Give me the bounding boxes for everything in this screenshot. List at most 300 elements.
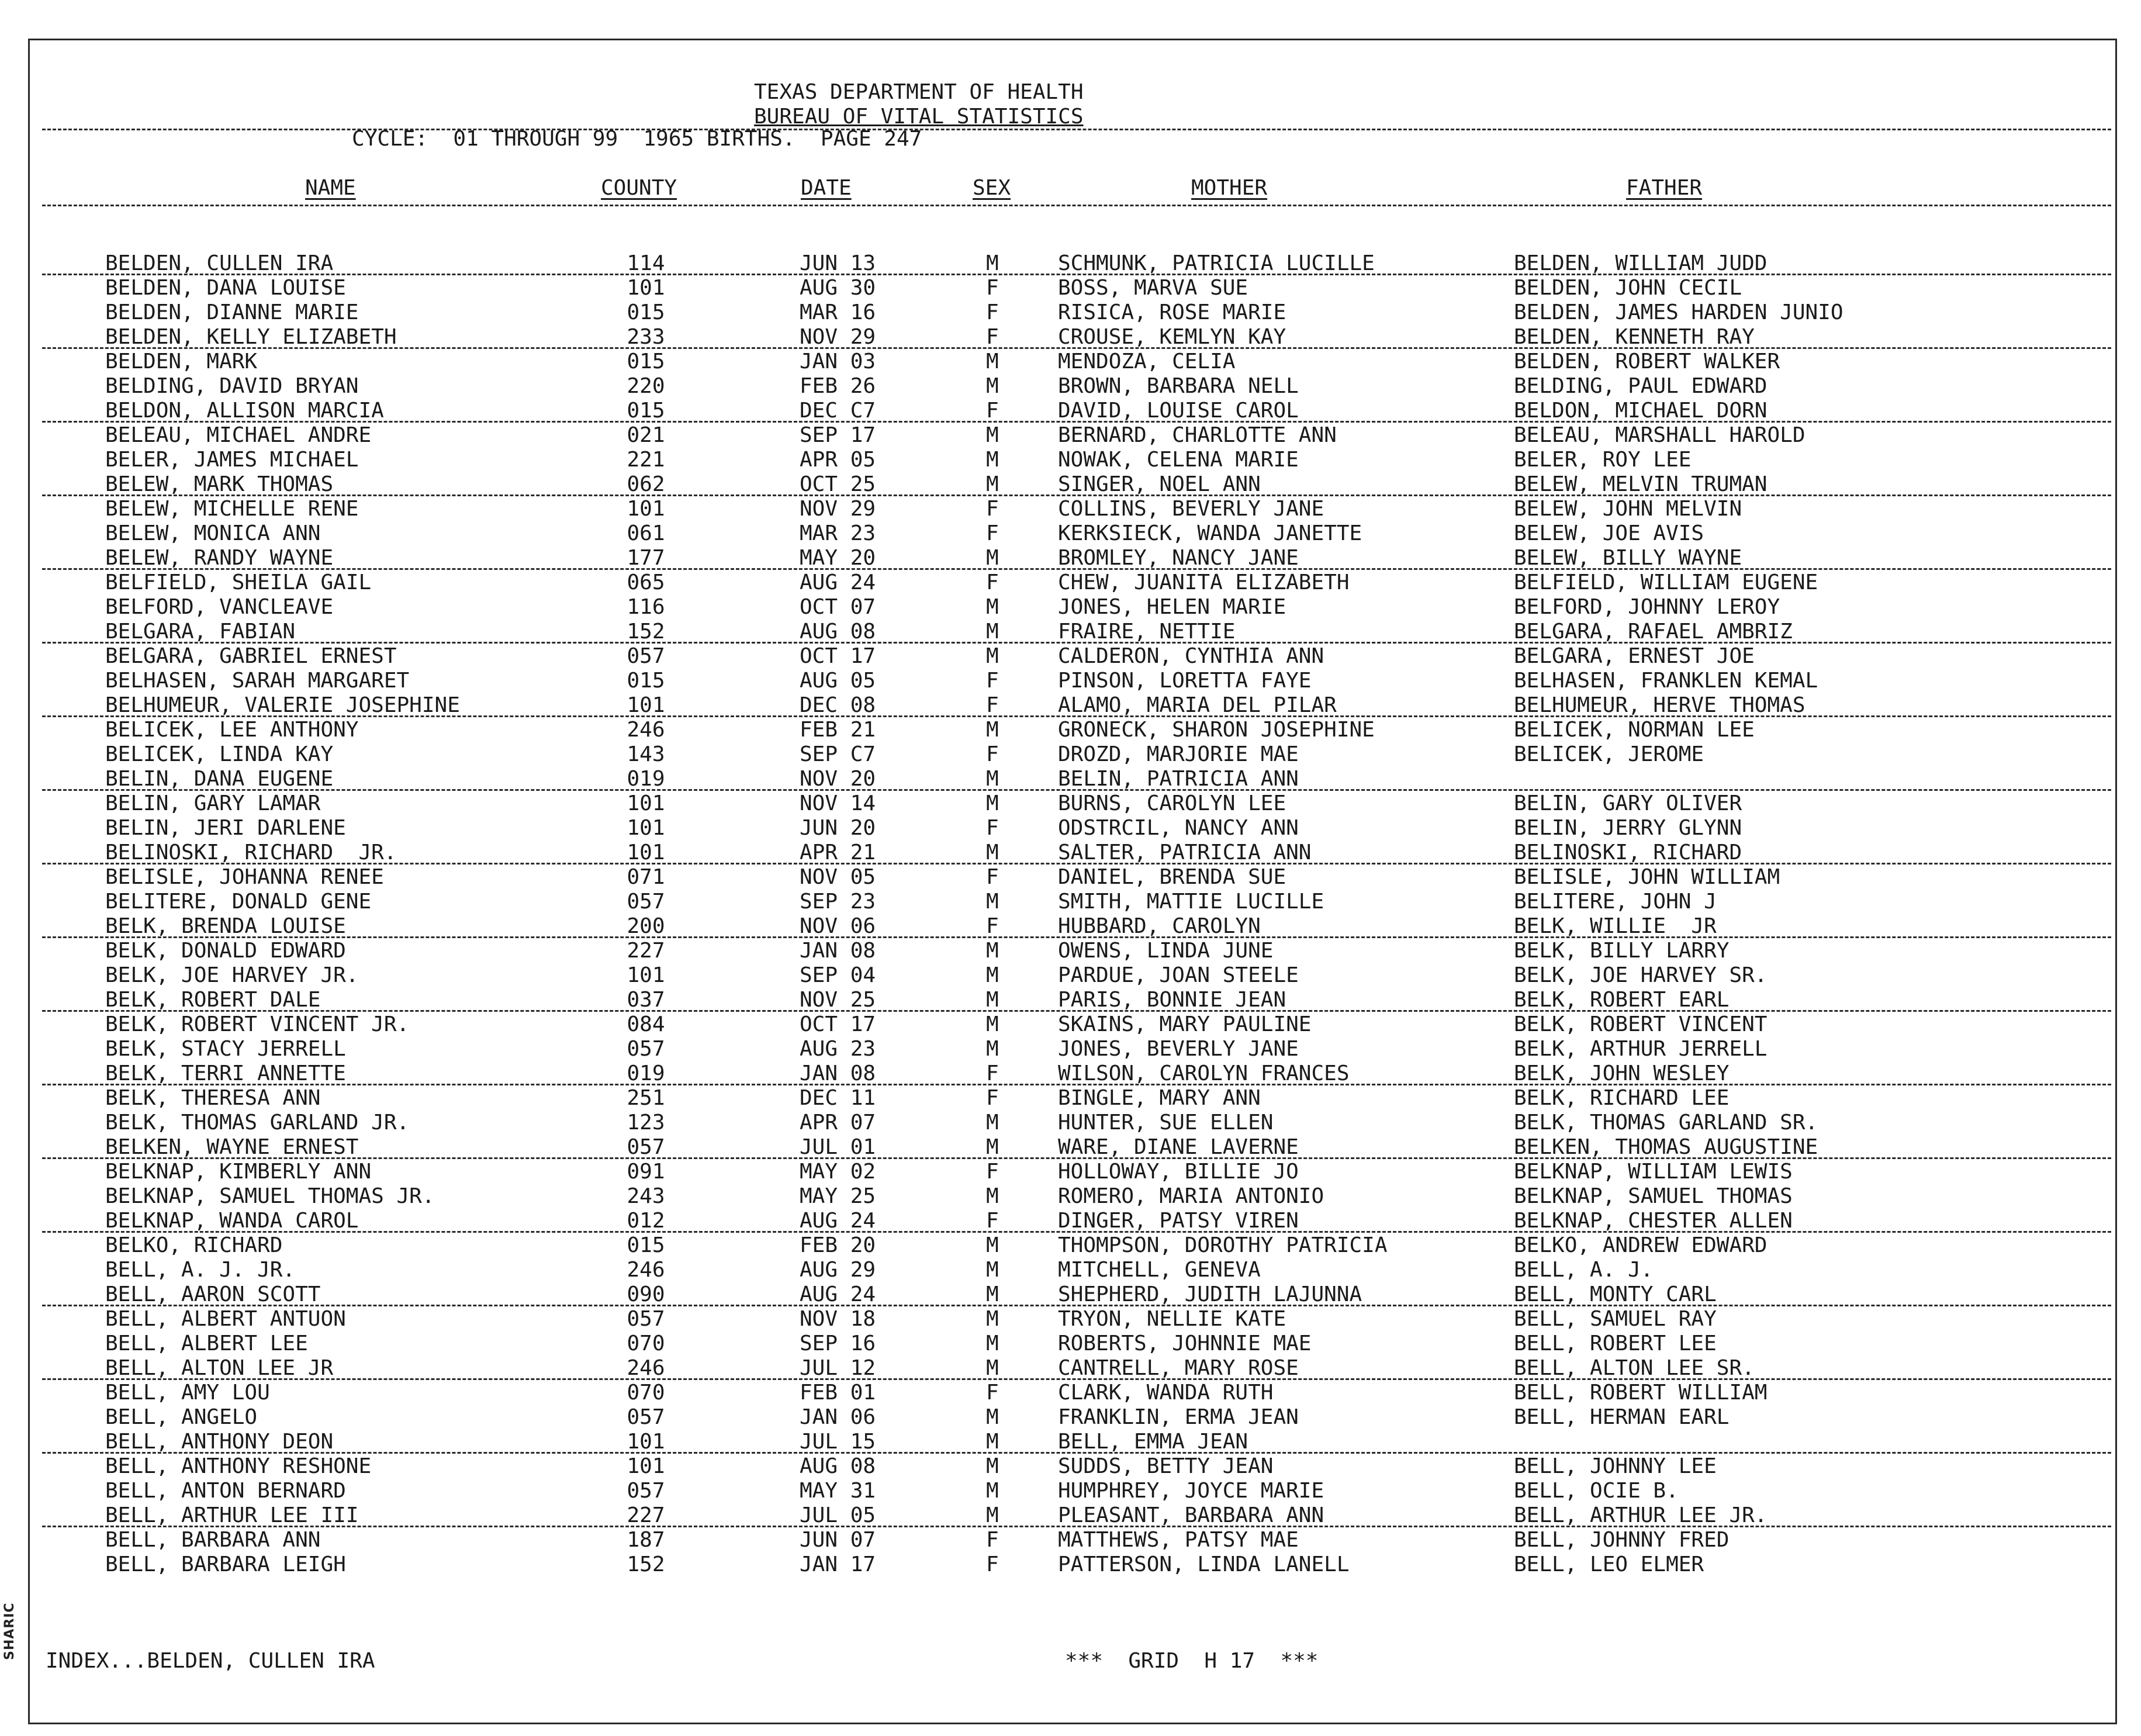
- cell-mother: PARIS, BONNIE JEAN: [1058, 988, 1286, 1012]
- cell-county: 015: [627, 669, 665, 693]
- table-row: [0, 1307, 2141, 1332]
- cell-sex: M: [986, 644, 999, 668]
- row-rule: [42, 1084, 2111, 1085]
- cell-date: JUN 20: [800, 816, 876, 840]
- cell-date: AUG 08: [800, 620, 876, 644]
- cell-mother: SALTER, PATRICIA ANN: [1058, 841, 1312, 864]
- cell-county: 101: [627, 1454, 665, 1478]
- table-row: [0, 841, 2141, 865]
- cell-date: JUN 07: [800, 1528, 876, 1552]
- cell-father: BELKNAP, WILLIAM LEWIS: [1514, 1160, 1793, 1184]
- cell-mother: ROMERO, MARIA ANTONIO: [1058, 1184, 1324, 1208]
- cell-father: BELKEN, THOMAS AUGUSTINE: [1514, 1135, 1818, 1159]
- table-row: [0, 448, 2141, 472]
- cell-mother: BROWN, BARBARA NELL: [1058, 374, 1299, 398]
- cell-date: NOV 14: [800, 791, 876, 815]
- cell-name: BELICEK, LINDA KAY: [105, 742, 334, 766]
- cell-father: BELIN, GARY OLIVER: [1514, 791, 1742, 815]
- table-row: [0, 1258, 2141, 1282]
- cell-county: 070: [627, 1332, 665, 1355]
- cell-county: 057: [627, 1307, 665, 1331]
- table-row: [0, 251, 2141, 276]
- cell-county: 187: [627, 1528, 665, 1552]
- cell-county: 057: [627, 644, 665, 668]
- cell-date: NOV 05: [800, 865, 876, 889]
- cell-name: BELL, A. J. JR.: [105, 1258, 296, 1282]
- cell-county: 227: [627, 1503, 665, 1527]
- cell-date: NOV 29: [800, 325, 876, 349]
- cell-date: AUG 24: [800, 570, 876, 594]
- cell-sex: M: [986, 350, 999, 374]
- cell-sex: F: [986, 816, 999, 840]
- cell-sex: F: [986, 914, 999, 938]
- cell-mother: ALAMO, MARIA DEL PILAR: [1058, 693, 1337, 717]
- cell-name: BELIN, DANA EUGENE: [105, 767, 334, 791]
- cell-date: MAY 02: [800, 1160, 876, 1184]
- cell-county: 246: [627, 1258, 665, 1282]
- cell-sex: M: [986, 1233, 999, 1257]
- cell-sex: F: [986, 570, 999, 594]
- cell-date: DEC 11: [800, 1086, 876, 1110]
- cell-mother: SHEPHERD, JUDITH LAJUNNA: [1058, 1282, 1362, 1306]
- cell-mother: WILSON, CAROLYN FRANCES: [1058, 1061, 1350, 1085]
- table-row: [0, 570, 2141, 595]
- cell-sex: M: [986, 374, 999, 398]
- cell-date: AUG 24: [800, 1209, 876, 1233]
- table-row: [0, 963, 2141, 988]
- cell-sex: F: [986, 742, 999, 766]
- cell-father: BELL, MONTY CARL: [1514, 1282, 1717, 1306]
- cell-sex: M: [986, 988, 999, 1012]
- cell-mother: PATTERSON, LINDA LANELL: [1058, 1552, 1350, 1576]
- cell-mother: NOWAK, CELENA MARIE: [1058, 448, 1299, 472]
- cell-sex: F: [986, 497, 999, 521]
- cell-name: BELGARA, FABIAN: [105, 620, 296, 644]
- table-row: [0, 1503, 2141, 1528]
- cell-name: BELDEN, DIANNE MARIE: [105, 300, 359, 324]
- cell-name: BELDEN, KELLY ELIZABETH: [105, 325, 397, 349]
- table-row: [0, 1061, 2141, 1086]
- cell-father: BELDON, MICHAEL DORN: [1514, 399, 1768, 423]
- cell-mother: SUDDS, BETTY JEAN: [1058, 1454, 1274, 1478]
- cell-name: BELGARA, GABRIEL ERNEST: [105, 644, 397, 668]
- cell-county: 015: [627, 350, 665, 374]
- cell-sex: M: [986, 423, 999, 447]
- cell-sex: F: [986, 1552, 999, 1576]
- cell-county: 101: [627, 791, 665, 815]
- cell-name: BELIN, GARY LAMAR: [105, 791, 321, 815]
- cell-father: BELL, ALTON LEE SR.: [1514, 1356, 1755, 1380]
- cell-sex: M: [986, 890, 999, 914]
- cell-name: BELDEN, MARK: [105, 350, 258, 374]
- column-header-father: FATHER: [1626, 176, 1703, 200]
- cell-name: BELK, BRENDA LOUISE: [105, 914, 346, 938]
- table-row: [0, 374, 2141, 399]
- cell-mother: BERNARD, CHARLOTTE ANN: [1058, 423, 1337, 447]
- cell-sex: F: [986, 325, 999, 349]
- cell-sex: F: [986, 693, 999, 717]
- cell-sex: M: [986, 1111, 999, 1135]
- cell-date: SEP C7: [800, 742, 876, 766]
- row-rule: [42, 936, 2111, 938]
- table-row: [0, 1356, 2141, 1381]
- cell-date: MAY 25: [800, 1184, 876, 1208]
- cell-date: NOV 18: [800, 1307, 876, 1331]
- footer-index: INDEX...BELDEN, CULLEN IRA: [46, 1649, 375, 1673]
- cell-county: 090: [627, 1282, 665, 1306]
- cell-father: BELFORD, JOHNNY LEROY: [1514, 595, 1780, 619]
- cell-name: BELK, ROBERT DALE: [105, 988, 321, 1012]
- cell-name: BELICEK, LEE ANTHONY: [105, 718, 359, 742]
- cell-date: MAY 20: [800, 546, 876, 570]
- cell-sex: M: [986, 1135, 999, 1159]
- cell-mother: GRONECK, SHARON JOSEPHINE: [1058, 718, 1375, 742]
- table-row: [0, 742, 2141, 767]
- cell-name: BELK, THERESA ANN: [105, 1086, 321, 1110]
- table-row: [0, 300, 2141, 325]
- cell-date: SEP 17: [800, 423, 876, 447]
- cell-mother: OWENS, LINDA JUNE: [1058, 939, 1274, 963]
- cell-name: BELK, DONALD EDWARD: [105, 939, 346, 963]
- cell-father: BELEW, MELVIN TRUMAN: [1514, 472, 1768, 496]
- cell-sex: M: [986, 1430, 999, 1454]
- cell-name: BELDON, ALLISON MARCIA: [105, 399, 384, 423]
- cell-father: BELDEN, ROBERT WALKER: [1514, 350, 1780, 374]
- cell-sex: M: [986, 718, 999, 742]
- table-row: [0, 521, 2141, 546]
- cell-date: JAN 08: [800, 1061, 876, 1085]
- cell-name: BELKO, RICHARD: [105, 1233, 283, 1257]
- cell-county: 084: [627, 1012, 665, 1036]
- cell-county: 019: [627, 767, 665, 791]
- cell-name: BELIN, JERI DARLENE: [105, 816, 346, 840]
- cell-father: BELK, BILLY LARRY: [1514, 939, 1730, 963]
- table-row: [0, 693, 2141, 718]
- cell-father: BELDING, PAUL EDWARD: [1514, 374, 1768, 398]
- cell-date: OCT 07: [800, 595, 876, 619]
- table-row: [0, 1012, 2141, 1037]
- cell-father: BELK, ROBERT VINCENT: [1514, 1012, 1768, 1036]
- table-row: [0, 399, 2141, 423]
- cell-county: 019: [627, 1061, 665, 1085]
- table-row: [0, 1405, 2141, 1430]
- cell-date: JAN 08: [800, 939, 876, 963]
- cell-sex: M: [986, 1332, 999, 1355]
- cell-mother: BROMLEY, NANCY JANE: [1058, 546, 1299, 570]
- table-row: [0, 644, 2141, 669]
- cell-father: BELEW, JOHN MELVIN: [1514, 497, 1742, 521]
- cell-name: BELDEN, CULLEN IRA: [105, 251, 334, 275]
- cell-name: BELDING, DAVID BRYAN: [105, 374, 359, 398]
- cell-county: 071: [627, 865, 665, 889]
- cell-mother: ROBERTS, JOHNNIE MAE: [1058, 1332, 1312, 1355]
- cell-date: SEP 16: [800, 1332, 876, 1355]
- cell-sex: F: [986, 399, 999, 423]
- row-rule: [42, 789, 2111, 791]
- cell-father: BELL, SAMUEL RAY: [1514, 1307, 1717, 1331]
- table-row: [0, 546, 2141, 570]
- cell-date: JUL 15: [800, 1430, 876, 1454]
- cell-father: BELK, RICHARD LEE: [1514, 1086, 1730, 1110]
- cell-mother: BELIN, PATRICIA ANN: [1058, 767, 1299, 791]
- cell-date: OCT 17: [800, 644, 876, 668]
- cell-sex: M: [986, 963, 999, 987]
- column-header-date: DATE: [801, 176, 852, 200]
- cell-sex: M: [986, 1282, 999, 1306]
- cell-sex: M: [986, 1258, 999, 1282]
- cell-name: BELL, ANGELO: [105, 1405, 258, 1429]
- cell-county: 062: [627, 472, 665, 496]
- cell-sex: F: [986, 1381, 999, 1405]
- cell-father: BELL, ROBERT WILLIAM: [1514, 1381, 1768, 1405]
- table-row: [0, 1184, 2141, 1209]
- cell-date: SEP 23: [800, 890, 876, 914]
- table-row: [0, 939, 2141, 963]
- table-row: [0, 1479, 2141, 1503]
- cell-sex: M: [986, 1012, 999, 1036]
- cell-date: AUG 30: [800, 276, 876, 300]
- cell-name: BELFORD, VANCLEAVE: [105, 595, 334, 619]
- cell-name: BELL, BARBARA ANN: [105, 1528, 321, 1552]
- cell-county: 101: [627, 816, 665, 840]
- cell-name: BELEW, RANDY WAYNE: [105, 546, 334, 570]
- cell-mother: HUBBARD, CAROLYN: [1058, 914, 1261, 938]
- cell-name: BELK, JOE HARVEY JR.: [105, 963, 359, 987]
- row-rule: [42, 1231, 2111, 1233]
- cell-name: BELL, ALTON LEE JR: [105, 1356, 334, 1380]
- cell-county: 227: [627, 939, 665, 963]
- row-rule: [42, 1010, 2111, 1012]
- cell-father: BELL, JOHNNY FRED: [1514, 1528, 1730, 1552]
- cell-name: BELKNAP, SAMUEL THOMAS JR.: [105, 1184, 435, 1208]
- side-label: SHARIC: [2, 1602, 17, 1660]
- header-title: TEXAS DEPARTMENT OF HEALTH: [754, 80, 1084, 104]
- cell-county: 123: [627, 1111, 665, 1135]
- cell-county: 200: [627, 914, 665, 938]
- cell-name: BELHUMEUR, VALERIE JOSEPHINE: [105, 693, 460, 717]
- cell-sex: F: [986, 300, 999, 324]
- cell-mother: BURNS, CAROLYN LEE: [1058, 791, 1286, 815]
- table-row: [0, 472, 2141, 497]
- cell-mother: RISICA, ROSE MARIE: [1058, 300, 1286, 324]
- cell-father: BELHUMEUR, HERVE THOMAS: [1514, 693, 1806, 717]
- cell-father: BELL, A. J.: [1514, 1258, 1654, 1282]
- cell-father: BELL, ROBERT LEE: [1514, 1332, 1717, 1355]
- cell-sex: M: [986, 1503, 999, 1527]
- cell-mother: CROUSE, KEMLYN KAY: [1058, 325, 1286, 349]
- footer-grid: *** GRID H 17 ***: [1065, 1649, 1319, 1673]
- cell-sex: M: [986, 546, 999, 570]
- cell-county: 091: [627, 1160, 665, 1184]
- cell-name: BELFIELD, SHEILA GAIL: [105, 570, 372, 594]
- table-row: [0, 325, 2141, 350]
- cell-mother: ODSTRCIL, NANCY ANN: [1058, 816, 1299, 840]
- cell-father: BELK, JOE HARVEY SR.: [1514, 963, 1768, 987]
- row-rule: [42, 863, 2111, 864]
- cell-mother: BOSS, MARVA SUE: [1058, 276, 1248, 300]
- cell-name: BELITERE, DONALD GENE: [105, 890, 372, 914]
- cell-name: BELK, STACY JERRELL: [105, 1037, 346, 1061]
- cell-county: 251: [627, 1086, 665, 1110]
- table-row: [0, 1111, 2141, 1135]
- row-rule: [42, 1452, 2111, 1454]
- table-row: [0, 620, 2141, 644]
- cell-father: BELKO, ANDREW EDWARD: [1514, 1233, 1768, 1257]
- cell-county: 221: [627, 448, 665, 472]
- cell-mother: CLARK, WANDA RUTH: [1058, 1381, 1274, 1405]
- cell-mother: SCHMUNK, PATRICIA LUCILLE: [1058, 251, 1375, 275]
- cell-county: 233: [627, 325, 665, 349]
- table-row: [0, 1552, 2141, 1577]
- cell-mother: SINGER, NOEL ANN: [1058, 472, 1261, 496]
- cell-date: MAR 23: [800, 521, 876, 545]
- cell-mother: DANIEL, BRENDA SUE: [1058, 865, 1286, 889]
- cell-mother: CALDERON, CYNTHIA ANN: [1058, 644, 1324, 668]
- cell-mother: MENDOZA, CELIA: [1058, 350, 1236, 374]
- cell-county: 037: [627, 988, 665, 1012]
- cell-mother: SMITH, MATTIE LUCILLE: [1058, 890, 1324, 914]
- cell-father: BELEW, JOE AVIS: [1514, 521, 1704, 545]
- cell-mother: JONES, BEVERLY JANE: [1058, 1037, 1299, 1061]
- row-rule: [42, 1305, 2111, 1306]
- cell-sex: M: [986, 791, 999, 815]
- cell-father: BELEW, BILLY WAYNE: [1514, 546, 1742, 570]
- cell-mother: PLEASANT, BARBARA ANN: [1058, 1503, 1324, 1527]
- table-row: [0, 423, 2141, 448]
- cell-father: BELK, JOHN WESLEY: [1514, 1061, 1730, 1085]
- cell-date: FEB 21: [800, 718, 876, 742]
- cell-date: JUL 12: [800, 1356, 876, 1380]
- cell-county: 101: [627, 276, 665, 300]
- cell-sex: M: [986, 1037, 999, 1061]
- table-row: [0, 276, 2141, 300]
- cell-father: BELL, LEO ELMER: [1514, 1552, 1704, 1576]
- row-rule: [42, 715, 2111, 717]
- table-row: [0, 497, 2141, 521]
- cell-date: DEC 08: [800, 693, 876, 717]
- cell-name: BELK, ROBERT VINCENT JR.: [105, 1012, 410, 1036]
- cell-name: BELEW, MICHELLE RENE: [105, 497, 359, 521]
- cell-father: BELL, OCIE B.: [1514, 1479, 1679, 1503]
- cell-county: 101: [627, 1430, 665, 1454]
- cell-name: BELKNAP, WANDA CAROL: [105, 1209, 359, 1233]
- table-row: [0, 718, 2141, 742]
- table-row: [0, 865, 2141, 890]
- cell-father: BELKNAP, CHESTER ALLEN: [1514, 1209, 1793, 1233]
- cell-date: JUL 05: [800, 1503, 876, 1527]
- cell-father: BELISLE, JOHN WILLIAM: [1514, 865, 1780, 889]
- cell-father: BELL, ARTHUR LEE JR.: [1514, 1503, 1768, 1527]
- cell-date: FEB 20: [800, 1233, 876, 1257]
- table-row: [0, 1332, 2141, 1356]
- table-row: [0, 595, 2141, 620]
- table-row: [0, 1086, 2141, 1111]
- table-row: [0, 890, 2141, 914]
- cell-date: AUG 29: [800, 1258, 876, 1282]
- cell-mother: FRAIRE, NETTIE: [1058, 620, 1236, 644]
- cell-father: BELK, ARTHUR JERRELL: [1514, 1037, 1768, 1061]
- cell-county: 152: [627, 620, 665, 644]
- header-cycle: CYCLE: 01 THROUGH 99 1965 BIRTHS. PAGE 247: [352, 127, 922, 151]
- cell-sex: F: [986, 521, 999, 545]
- cell-sex: F: [986, 865, 999, 889]
- cell-sex: F: [986, 1528, 999, 1552]
- cell-county: 143: [627, 742, 665, 766]
- table-row: [0, 988, 2141, 1012]
- cell-name: BELEAU, MICHAEL ANDRE: [105, 423, 372, 447]
- cell-date: AUG 23: [800, 1037, 876, 1061]
- cell-mother: DINGER, PATSY VIREN: [1058, 1209, 1299, 1233]
- cell-date: JUN 13: [800, 251, 876, 275]
- cell-date: APR 07: [800, 1111, 876, 1135]
- cell-sex: M: [986, 1405, 999, 1429]
- row-rule: [42, 568, 2111, 570]
- cell-sex: F: [986, 1160, 999, 1184]
- cell-name: BELL, ALBERT ANTUON: [105, 1307, 346, 1331]
- cell-mother: HUMPHREY, JOYCE MARIE: [1058, 1479, 1324, 1503]
- cell-mother: BINGLE, MARY ANN: [1058, 1086, 1261, 1110]
- cell-sex: M: [986, 595, 999, 619]
- cell-sex: F: [986, 1209, 999, 1233]
- cell-date: JAN 03: [800, 350, 876, 374]
- cell-mother: SKAINS, MARY PAULINE: [1058, 1012, 1312, 1036]
- cell-father: BELL, HERMAN EARL: [1514, 1405, 1730, 1429]
- cell-date: JUL 01: [800, 1135, 876, 1159]
- cell-sex: M: [986, 1479, 999, 1503]
- column-header-county: COUNTY: [601, 176, 677, 200]
- table-row: [0, 1233, 2141, 1258]
- cell-father: BELK, ROBERT EARL: [1514, 988, 1730, 1012]
- cell-name: BELL, ANTHONY DEON: [105, 1430, 334, 1454]
- cell-name: BELEW, MONICA ANN: [105, 521, 321, 545]
- cell-name: BELL, BARBARA LEIGH: [105, 1552, 346, 1576]
- row-rule: [42, 1157, 2111, 1159]
- cell-sex: M: [986, 1307, 999, 1331]
- cell-mother: CANTRELL, MARY ROSE: [1058, 1356, 1299, 1380]
- cell-county: 070: [627, 1381, 665, 1405]
- cell-date: OCT 17: [800, 1012, 876, 1036]
- cell-name: BELK, THOMAS GARLAND JR.: [105, 1111, 410, 1135]
- cell-father: BELKNAP, SAMUEL THOMAS: [1514, 1184, 1793, 1208]
- cell-county: 057: [627, 1037, 665, 1061]
- cell-father: BELL, JOHNNY LEE: [1514, 1454, 1717, 1478]
- cell-mother: CHEW, JUANITA ELIZABETH: [1058, 570, 1350, 594]
- cell-father: BELGARA, ERNEST JOE: [1514, 644, 1755, 668]
- cell-date: OCT 25: [800, 472, 876, 496]
- cell-mother: DROZD, MARJORIE MAE: [1058, 742, 1299, 766]
- row-rule: [42, 347, 2111, 349]
- row-rule: [42, 642, 2111, 644]
- cell-sex: M: [986, 620, 999, 644]
- cell-date: APR 21: [800, 841, 876, 864]
- table-row: [0, 1381, 2141, 1405]
- cell-county: 015: [627, 1233, 665, 1257]
- cell-sex: M: [986, 448, 999, 472]
- table-row: [0, 350, 2141, 374]
- cell-father: BELITERE, JOHN J: [1514, 890, 1717, 914]
- cell-mother: KERKSIECK, WANDA JANETTE: [1058, 521, 1362, 545]
- cell-date: JAN 06: [800, 1405, 876, 1429]
- table-row: [0, 816, 2141, 841]
- cell-county: 246: [627, 1356, 665, 1380]
- cell-name: BELL, AMY LOU: [105, 1381, 270, 1405]
- header-bureau: BUREAU OF VITAL STATISTICS: [754, 105, 1084, 129]
- table-row: [0, 1454, 2141, 1479]
- cell-father: BELDEN, WILLIAM JUDD: [1514, 251, 1768, 275]
- cell-date: JAN 17: [800, 1552, 876, 1576]
- cell-county: 057: [627, 1135, 665, 1159]
- cell-name: BELDEN, DANA LOUISE: [105, 276, 346, 300]
